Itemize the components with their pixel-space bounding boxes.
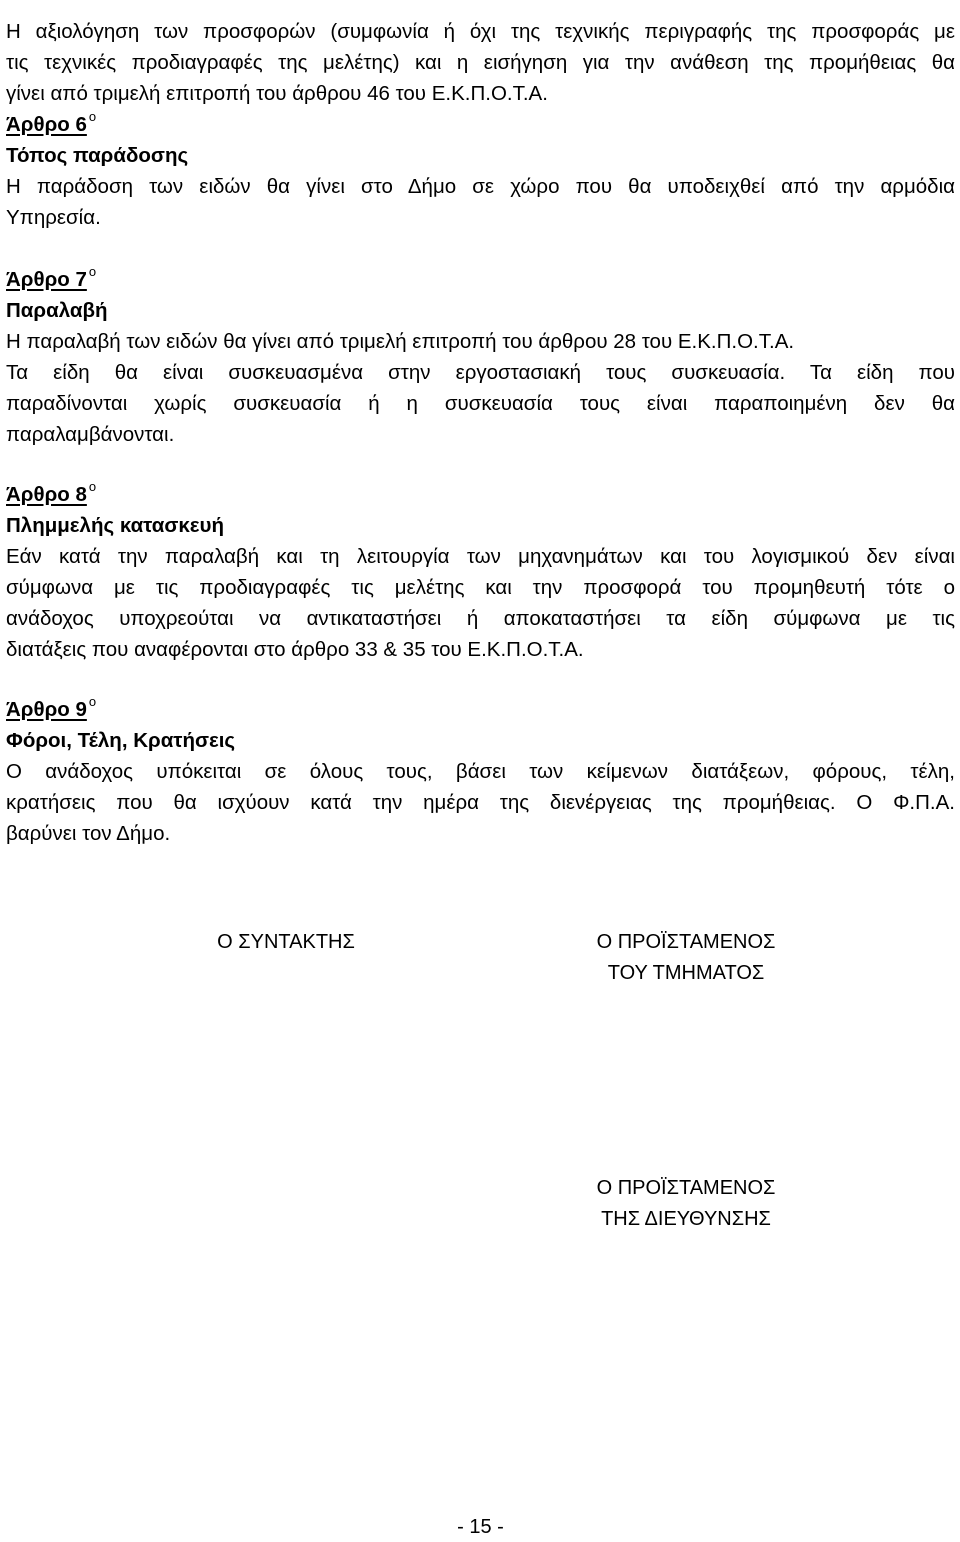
intro-line: τις τεχνικές προδιαγραφές της μελέτης) και η εισήγηση για την ανάθεση της προμήθειας θα: [6, 51, 955, 74]
article-number-heading: Άρθρο 6 $^o$: [6, 109, 97, 136]
article-line: Εάν κατά την παραλαβή και τη λειτουργία των μηχανημάτων και του λογισμικού δεν είναι: [6, 545, 955, 568]
article-line: παραδίνονται χωρίς συσκευασία ή η συσκευασία τους είναι παραποιημένη δεν θα: [6, 392, 955, 415]
article-6: [6, 109, 955, 233]
article-9: [6, 694, 955, 849]
article-line: Τα είδη θα είναι συσκευασμένα στην εργοστασιακή τους συσκευασία. Τα είδη που: [6, 361, 955, 384]
signature-title: ΤΟΥ ΤΜΗΜΑΤΟΣ: [607, 962, 765, 984]
article-line: Υπηρεσία.: [6, 206, 101, 229]
intro-paragraph: [6, 16, 955, 109]
superscript: ο: [88, 109, 97, 124]
intro-line: γίνει από τριμελή επιτροπή του άρθρου 46 του Ε.Κ.Π.Ο.Τ.Α.: [6, 82, 548, 105]
page-number: - 15 -: [457, 1516, 504, 1538]
article-title: Παραλαβή: [6, 299, 108, 322]
article-line: διατάξεις που αναφέρονται στο άρθρο 33 & 35 του Ε.Κ.Π.Ο.Τ.Α.: [6, 638, 584, 661]
signature-title: Ο ΠΡΟΪΣΤΑΜΕΝΟΣ: [596, 931, 776, 953]
article-line: Ο ανάδοχος υπόκειται σε όλους τους, βάσει των κείμενων διατάξεων, φόρους, τέλη,: [6, 760, 955, 783]
article-line: βαρύνει τον Δήμο.: [6, 822, 171, 845]
article-title: Τόπος παράδοσης: [6, 144, 189, 167]
document-page: [6, 0, 955, 1537]
article-title: Πλημμελής κατασκευή: [6, 514, 224, 537]
signature-title: Ο ΣΥΝΤΑΚΤΗΣ: [217, 931, 355, 953]
article-line: Η παράδοση των ειδών θα γίνει στο Δήμο σε χώρο που θα υποδειχθεί από την αρμόδια: [6, 175, 955, 198]
superscript: ο: [88, 479, 97, 494]
signature-section-head: [566, 927, 806, 989]
article-line: παραλαμβάνονται.: [6, 423, 175, 446]
signature-directorate-head: [566, 1173, 806, 1235]
article-number-heading: Άρθρο 7 $^o$: [6, 264, 97, 291]
article-number-heading: Άρθρο 8 $^o$: [6, 479, 97, 506]
article-7: [6, 264, 955, 450]
signature-title: Ο ΠΡΟΪΣΤΑΜΕΝΟΣ: [596, 1177, 776, 1199]
article-number-heading: Άρθρο 9 $^o$: [6, 694, 97, 721]
article-line: κρατήσεις που θα ισχύουν κατά την ημέρα της διενέργειας της προμήθειας. Ο Φ.Π.Α.: [6, 791, 955, 814]
signature-title: ΤΗΣ ΔΙΕΥΘΥΝΣΗΣ: [601, 1208, 771, 1230]
superscript: ο: [88, 264, 97, 279]
intro-line: Η αξιολόγηση των προσφορών (συμφωνία ή όχι της τεχνικής περιγραφής της προσφοράς με: [6, 20, 955, 43]
article-title: Φόροι, Τέλη, Κρατήσεις: [6, 729, 236, 752]
article-line: ανάδοχος υποχρεούται να αντικαταστήσει ή αποκαταστήσει τα είδη σύμφωνα με τις: [6, 607, 955, 630]
superscript: ο: [88, 694, 97, 709]
signature-author: [186, 927, 386, 958]
article-line: σύμφωνα με τις προδιαγραφές τις μελέτης και την προσφορά του προμηθευτή τότε ο: [6, 576, 955, 599]
article-8: [6, 479, 955, 665]
article-line: Η παραλαβή των ειδών θα γίνει από τριμελή επιτροπή του άρθρου 28 του Ε.Κ.Π.Ο.Τ.Α.: [6, 330, 795, 353]
